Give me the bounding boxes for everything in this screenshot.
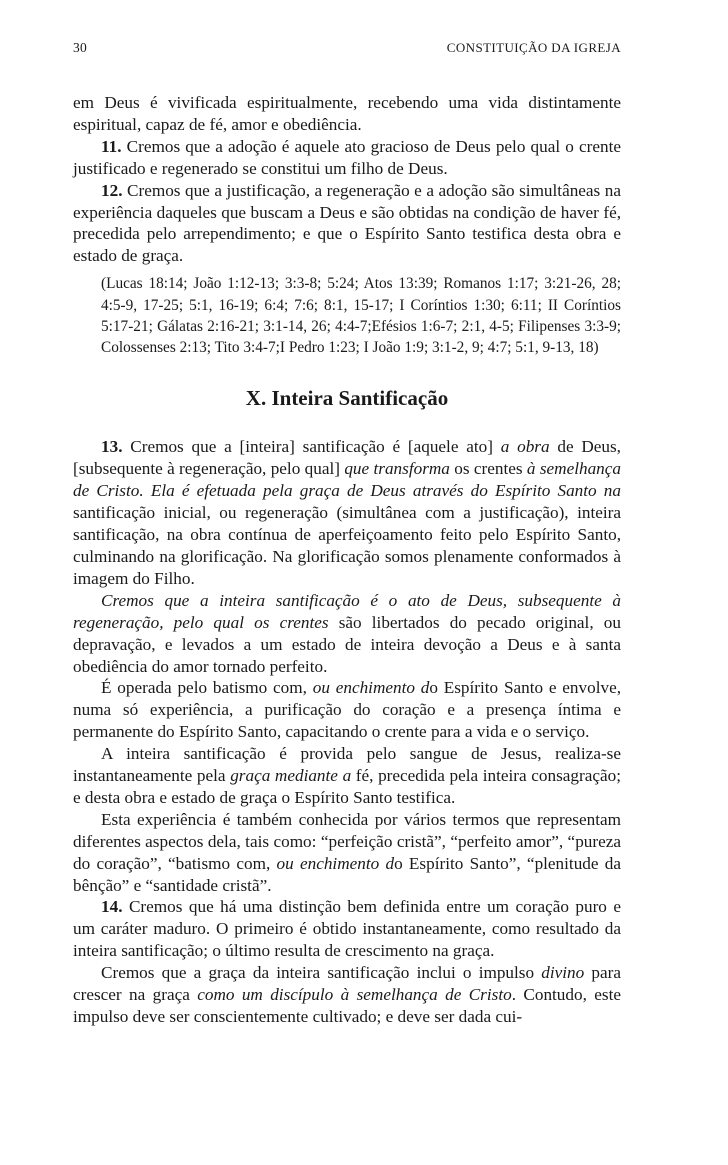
- italic-run: ou enchimento d: [312, 678, 430, 698]
- text-run: fé, precedida pela inteira consagração; e desta obra e estado de graça o Espírito Santo testifica.: [73, 766, 621, 807]
- running-header: [73, 40, 621, 66]
- text-run: são libertados do pecado original, ou depravação, e levados a um estado de inteira devoção a Deus e à santa obediência do amor tornado perfeito.: [73, 612, 621, 676]
- article-number: 12.: [101, 180, 123, 200]
- article-13b-paragraph: [73, 590, 621, 678]
- text-run: Cremos que a [inteira] santificação é [aquele ato]: [122, 437, 501, 457]
- scripture-references: (Lucas 18:14; João 1:12-13; 3:3-8; 5:24; Atos 13:39; Romanos 1:17; 3:21-26, 28; 4:5-9, 17-25; 5:1, 16-19; 6:4; 7:6; 8:1, 15-17; I Coríntios 1:30; 6:11; II Coríntios 5:17-21; Gálatas 2:16-21; 3:1-14, 26; 4:4-7;Efésios 1:6-7; 2:1, 4-5; Filipenses 3:3-9; Colossenses 2:13; Tito 3:4-7;I Pedro 1:23; I João 1:9; 3:1-2, 9; 4:7; 5:1, 9-13, 18): [101, 275, 621, 357]
- article-13-paragraph: [73, 436, 621, 589]
- italic-run: Cremos que a inteira santificação é o ato de Deus, subsequente à regeneração, pelo qual os crentes: [73, 590, 621, 632]
- article-text: Cremos que a justificação, a regeneração e a adoção são simultâneas na experiência daqueles que buscam a Deus e são obtidas na condição de haver fé, precedida pelo arrependimento; e que o Espírito Santo testifica desta obra e estado de graça.: [73, 180, 621, 266]
- text-run: o Espírito Santo”, “plenitude da bênção” e “santidade cristã”.: [73, 853, 622, 895]
- italic-run: divino: [541, 963, 585, 983]
- article-14b-paragraph: [73, 962, 621, 1028]
- running-title: CONSTITUIÇÃO DA IGREJA: [446, 40, 621, 55]
- italic-run: graça mediante a: [230, 766, 352, 786]
- article-number: 13.: [101, 437, 123, 457]
- article-14-paragraph: [73, 896, 621, 962]
- article-13e-paragraph: [73, 809, 621, 897]
- text-run: os crentes: [449, 459, 527, 479]
- article-12-paragraph: [73, 180, 621, 268]
- text-run: É operada pelo batismo com,: [101, 678, 313, 698]
- italic-run: à semelhança de Cristo. Ela é efetuada pela graça de Deus através do Espírito Santo na: [73, 459, 621, 501]
- text-run: para crescer na graça: [73, 963, 621, 1005]
- article-11-paragraph: [73, 136, 621, 180]
- text-run: Esta experiência é também conhecida por vários termos que representam diferentes aspectos dela, tais como: “perfeição cristã”, “perfeito amor”, “pureza do coração”, “batismo com,: [73, 809, 621, 873]
- text-run: santificação inicial, ou regeneração (simultânea com a justificação), inteira santificação, na obra contínua de aperfeiçoamento feito pelo Espírito Santo, culminando na glorificação. Na glorificação somos plenamente conformados à imagem do Filho.: [73, 503, 621, 588]
- text-run: A inteira santificação é provida pelo sangue de Jesus, realiza-se instantaneamente pela: [73, 744, 621, 786]
- italic-run: a obra: [500, 437, 550, 457]
- book-page: [73, 40, 621, 1028]
- body-text: [73, 92, 621, 1028]
- italic-run: ou enchimento d: [276, 853, 395, 873]
- article-13c-paragraph: [73, 677, 621, 743]
- text-run: . Contudo, este impulso deve ser conscientemente cultivado; e deve ser dada cui-: [73, 985, 621, 1026]
- article-13d-paragraph: [73, 743, 621, 809]
- article-number: 11.: [101, 136, 122, 156]
- text-run: de Deus, [subsequente à regeneração, pelo qual]: [73, 437, 621, 479]
- article-text: Cremos que a adoção é aquele ato gracioso de Deus pelo qual o crente justificado e regenerado se constitui um filho de Deus.: [73, 136, 621, 178]
- text-run: o Espírito Santo e envolve, numa só experiência, a purificação do coração e a presença íntima e permanente do Espírito Santo, capacitando o crente para a vida e o serviço.: [73, 678, 621, 742]
- section-heading: X. Inteira Santificação: [245, 386, 449, 411]
- article-text: Cremos que há uma distinção bem definida entre um coração puro e um caráter maduro. O primeiro é obtido instantaneamente, como resultado da inteira santificação; o último resulta de crescimento na graça.: [73, 897, 621, 961]
- article-number: 14.: [101, 897, 123, 917]
- italic-run: que transforma: [344, 459, 450, 479]
- text-run: Cremos que a graça da inteira santificação inclui o impulso: [101, 963, 542, 983]
- italic-run: como um discípulo à semelhança de Cristo: [197, 985, 512, 1005]
- page-number: 30: [73, 40, 88, 55]
- continuation-paragraph: em Deus é vivificada espiritualmente, recebendo uma vida distintamente espiritual, capaz de fé, amor e obediência.: [73, 93, 621, 134]
